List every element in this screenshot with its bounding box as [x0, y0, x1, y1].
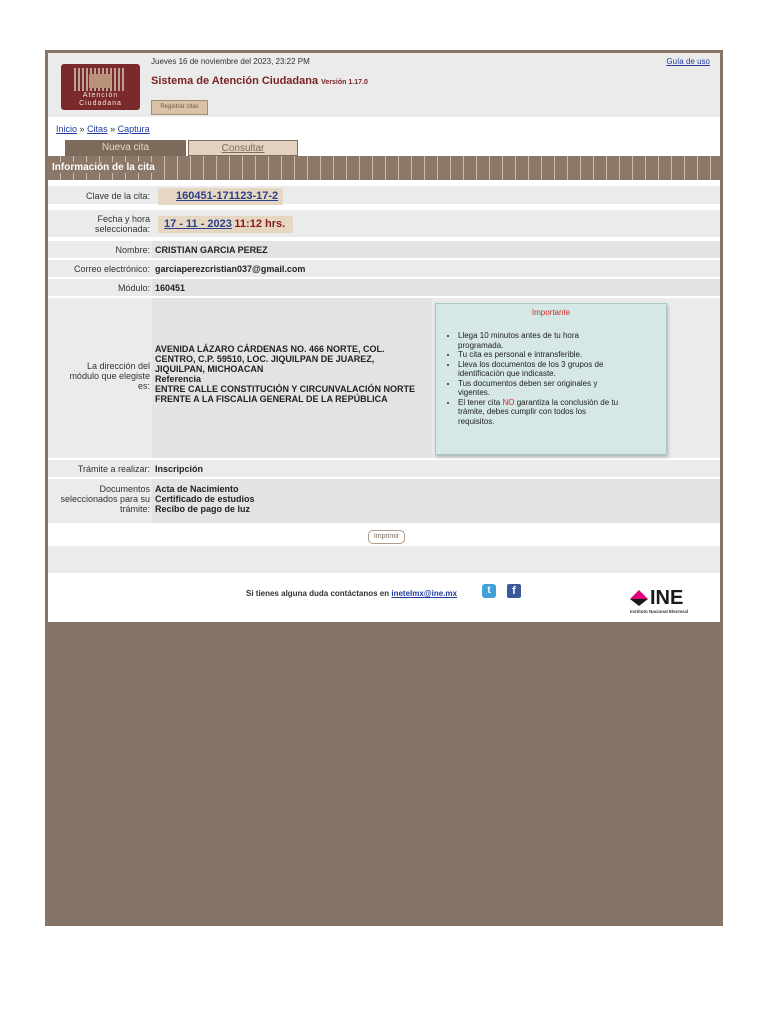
facebook-icon[interactable]: f: [507, 584, 521, 598]
section-header: [48, 156, 720, 180]
tab-consultar[interactable]: Consultar: [188, 140, 298, 156]
fecha-pill: [158, 216, 293, 233]
list-item: Recibo de pago de luz: [155, 504, 251, 514]
registrar-citas-button[interactable]: Registrar citas: [151, 100, 208, 115]
imprimir-button[interactable]: Imprimir: [368, 530, 405, 544]
nombre-value: CRISTIAN GARCIA PEREZ: [155, 245, 268, 255]
clave-pill: [158, 188, 283, 205]
main-panel: [48, 53, 720, 622]
breadcrumb-captura[interactable]: Captura: [117, 124, 150, 134]
importante-title: Importante: [531, 308, 571, 317]
section-title: Información de la cita: [52, 162, 155, 173]
ine-logo[interactable]: [620, 587, 715, 617]
breadcrumb-citas[interactable]: Citas: [87, 124, 108, 134]
logo-line2: Ciudadana: [79, 100, 122, 107]
fecha-label: Fecha y hora seleccionada:: [94, 214, 150, 234]
footer-contact: Si tienes alguna duda contáctanos en inetelmx@ine.mx: [246, 589, 457, 598]
system-name: Sistema de Atención Ciudadana: [151, 75, 319, 87]
footer: [48, 573, 720, 622]
direccion-label: La dirección del módulo que elegiste es:: [69, 361, 150, 391]
list-item: • Tus documentos deben ser originales y vigentes.: [458, 379, 666, 398]
modulo-value: 160451: [155, 283, 186, 293]
direccion-value: AVENIDA LÁZARO CÁRDENAS NO. 466 NORTE, COL. CENTRO, C.P. 59510, LOC. JIQUILPAN DE JUAREZ, JIQUILPAN, MICHOACAN Referencia ENTRE CALLE CONSTITUCIÓN Y CIRCUNVALACIÓN NORTE FRENTE A LA FISCALIA GENERAL DE LA REPÚBLICA: [155, 344, 416, 404]
hora-value: 11:12 hrs.: [234, 218, 286, 230]
correo-label: Correo electrónico:: [73, 264, 150, 274]
current-date: Jueves 16 de noviembre del 2023, 23:22 PM: [151, 57, 310, 66]
tramite-label: Trámite a realizar:: [77, 464, 150, 474]
ine-logo-subtitle: Instituto Nacional Electoral: [630, 609, 689, 614]
footer-email-link[interactable]: inetelmx@ine.mx: [391, 589, 457, 598]
list-item: Acta de Nacimiento: [155, 484, 239, 494]
guia-de-uso-link[interactable]: Guía de uso: [666, 57, 710, 66]
ine-logo-word: INE: [650, 587, 684, 609]
ine-logo-mark-icon: [630, 590, 648, 599]
logo-line1: Atención: [82, 92, 119, 99]
header: [48, 53, 720, 117]
documentos-list: [155, 484, 255, 514]
clave-value[interactable]: 160451-171123-17-2: [176, 190, 279, 202]
atencion-ciudadana-logo[interactable]: [61, 64, 140, 110]
nombre-label: Nombre:: [115, 245, 150, 255]
clave-label: Clave de la cita:: [85, 191, 150, 201]
tab-nueva-cita[interactable]: Nueva cita: [65, 140, 186, 156]
breadcrumb-inicio[interactable]: Inicio: [56, 124, 78, 134]
modulo-label: Módulo:: [117, 283, 150, 293]
importante-list: [436, 331, 666, 426]
fecha-value[interactable]: 17 - 11 - 2023: [164, 218, 232, 230]
page-frame: [45, 50, 723, 926]
list-item: • Lleva los documentos de los 3 grupos de identificación que indicaste.: [458, 360, 666, 379]
twitter-icon[interactable]: t: [482, 584, 496, 598]
list-item: • Llega 10 minutos antes de tu hora programada.: [458, 331, 666, 350]
tramite-value: Inscripción: [155, 464, 204, 474]
breadcrumb: Inicio » Citas » Captura: [56, 124, 150, 134]
list-item: • El tener cita NO garantiza la conclusión de tu trámite, debes cumplir con todos los requisitos.: [458, 398, 666, 427]
importante-notice: [435, 303, 667, 455]
list-item: • Tu cita es personal e intransferible.: [458, 350, 666, 360]
correo-value: garciaperezcristian037@gmail.com: [155, 264, 306, 274]
documentos-label: Documentos seleccionados para su trámite:: [60, 484, 150, 514]
version-label: Versión 1.17.0: [321, 79, 368, 86]
list-item: Certificado de estudios: [155, 494, 255, 504]
system-title: [151, 75, 368, 87]
